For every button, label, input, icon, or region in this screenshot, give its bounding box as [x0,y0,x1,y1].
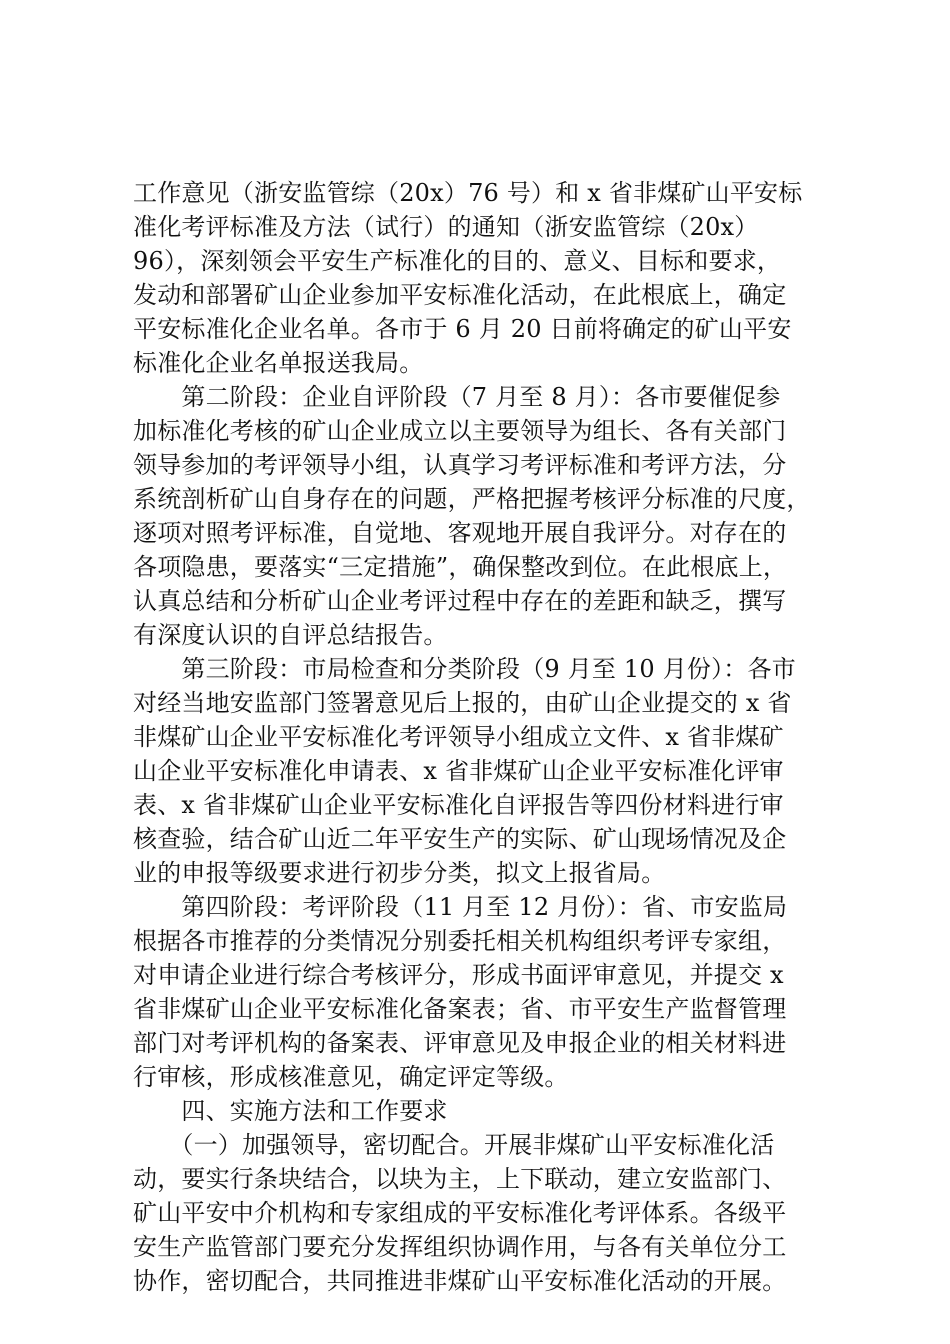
text-line: 96），深刻领会平安生产标准化的目的、意义、目标和要求， [133,247,782,275]
text-line: 第三阶段：市局检查和分类阶段（9 月至 10 月份）：各市 [133,655,796,683]
text-line: 系统剖析矿山自身存在的问题，严格把握考核评分标准的尺度， [133,485,811,513]
text-line: 加标准化考核的矿山企业成立以主要领导为组长、各有关部门 [133,417,787,445]
text-line: 部门对考评机构的备案表、评审意见及申报企业的相关材料进 [133,1029,787,1057]
text-line: 安生产监管部门要充分发挥组织协调作用，与各有关单位分工 [133,1233,787,1261]
text-line: 对经当地安监部门签署意见后上报的，由矿山企业提交的 x 省 [133,689,792,717]
text-line: 动，要实行条块结合，以块为主，上下联动，建立安监部门、 [133,1165,787,1193]
text-line: 矿山平安中介机构和专家组成的平安标准化考评体系。各级平 [133,1199,787,1227]
text-line: 核查验，结合矿山近二年平安生产的实际、矿山现场情况及企 [133,825,787,853]
text-line: 业的申报等级要求进行初步分类，拟文上报省局。 [133,859,666,887]
text-line: 领导参加的考评领导小组，认真学习考评标准和考评方法，分 [133,451,787,479]
text-line: 平安标准化企业名单。各市于 6 月 20 日前将确定的矿山平安 [133,315,792,343]
text-line: 第四阶段：考评阶段（11 月至 12 月份）：省、市安监局 [133,893,788,921]
text-line: 发动和部署矿山企业参加平安标准化活动，在此根底上，确定 [133,281,787,309]
document-body [133,176,833,1298]
text-line: 非煤矿山企业平安标准化考评领导小组成立文件、x 省非煤矿 [133,723,784,751]
text-line: （一）加强领导，密切配合。开展非煤矿山平安标准化活 [133,1131,775,1159]
text-line: 准化考评标准及方法（试行）的通知（浙安监管综（20x） [133,213,759,241]
text-line: 根据各市推荐的分类情况分别委托相关机构组织考评专家组， [133,927,787,955]
text-line: 行审核，形成核准意见，确定评定等级。 [133,1063,569,1091]
text-line: 协作，密切配合，共同推进非煤矿山平安标准化活动的开展。 [133,1267,787,1295]
text-line: 第二阶段：企业自评阶段（7 月至 8 月）：各市要催促参 [133,383,781,411]
text-line: 有深度认识的自评总结报告。 [133,621,448,649]
text-line: 省非煤矿山企业平安标准化备案表；省、市平安生产监督管理 [133,995,787,1023]
text-line: 逐项对照考评标准，自觉地、客观地开展自我评分。对存在的 [133,519,787,547]
text-line: 四、实施方法和工作要求 [133,1097,448,1125]
text-line: 认真总结和分析矿山企业考评过程中存在的差距和缺乏，撰写 [133,587,787,615]
text-line: 工作意见（浙安监管综（20x）76 号）和 x 省非煤矿山平安标 [133,179,803,207]
text-line: 对申请企业进行综合考核评分，形成书面评审意见，并提交 x [133,961,784,989]
text-line: 各项隐患，要落实“三定措施”，确保整改到位。在此根底上， [133,553,788,581]
text-line: 表、x 省非煤矿山企业平安标准化自评报告等四份材料进行审 [133,791,784,819]
text-line: 标准化企业名单报送我局。 [133,349,424,377]
text-line: 山企业平安标准化申请表、x 省非煤矿山企业平安标准化评审 [133,757,784,785]
